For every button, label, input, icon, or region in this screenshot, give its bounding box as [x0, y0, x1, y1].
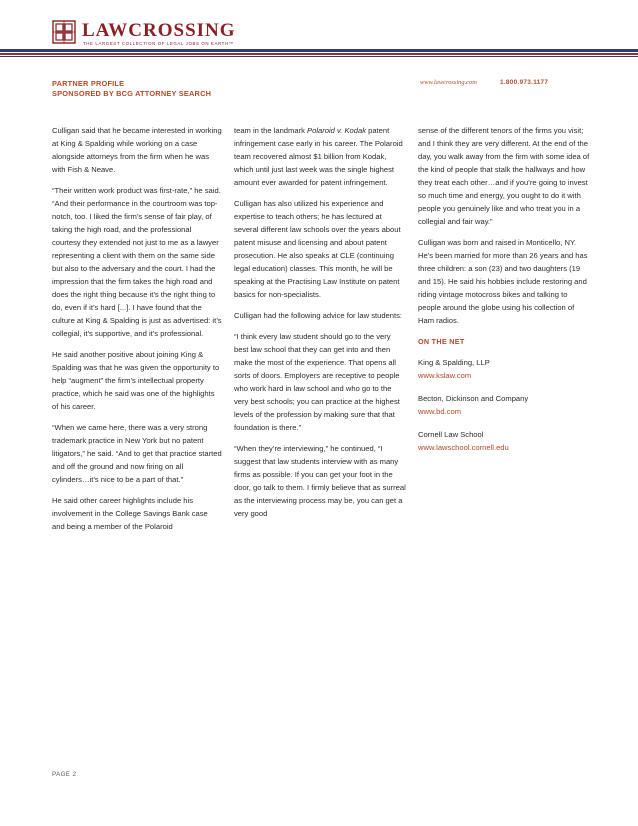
paragraph: “When they’re interviewing,” he continued, “I suggest that law students interview with as many firms as possible. If you can get your foot in the door, go talk to them. I firmly believe that as surreal as the interviewing process may be, you can get a very good — [234, 444, 406, 518]
header-band-red — [0, 53, 638, 55]
paragraph: “Their written work product was first-rate,” he said. “And their performance in the courtroom was top-notch, too. I liked the firm’s sense of fair play, of taking the high road, and the professional courtesy they extended not just to me as a lawyer representing a client with them on the same side but also to the adversary and the court. I had the impression that the firm takes the high road and does the right thing because it’s the right thing to do, even if it’s hard [...]. I have found that the culture at King & Spalding is just as advertised: it’s collegial, it’s supportive, and it’s professional. — [52, 186, 222, 338]
article-column-3 — [418, 124, 590, 464]
case-name: Polaroid v. Kodak — [307, 126, 366, 135]
article-column-2 — [234, 124, 406, 528]
header-band-navy — [0, 49, 638, 52]
profile-title: PARTNER PROFILE — [52, 79, 125, 88]
link-url-kslaw[interactable]: www.kslaw.com — [418, 371, 472, 380]
link-name: Cornell Law School — [418, 430, 484, 439]
link-url-bd[interactable]: www.bd.com — [418, 407, 462, 416]
link-name: King & Spalding, LLP — [418, 358, 490, 367]
lawcrossing-grid-logo-icon — [52, 20, 76, 44]
on-the-net-heading: ON THE NET — [418, 337, 465, 346]
brand-tagline: THE LARGEST COLLECTION OF LEGAL JOBS ON EARTH™ — [83, 41, 234, 46]
paragraph: Culligan was born and raised in Monticello, NY. He’s been married for more than 26 years and has three children: a son (23) and two daughters (19 and 15). He said his hobbies include restoring and riding vintage motocross bikes and talking to people around the globe using his collection of Ham radios. — [418, 238, 588, 325]
link-group — [418, 428, 590, 454]
paragraph: He said another positive about joining King & Spalding was that he was given the opportunity to help “augment” the firm’s intellectual property practice, which he said was one of the highlights of his career. — [52, 350, 220, 411]
profile-sponsor: SPONSORED BY BCG ATTORNEY SEARCH — [52, 89, 212, 98]
paragraph: Culligan has also utilized his experience and expertise to teach others; he has lectured at several different law schools over the years about patent misuse and licensing and about patent prosecution. He also speaks at CLE (continuing legal education) classes. This month, he will be speaking at the Practising Law Institute on patent basics for non-specialists. — [234, 199, 401, 299]
link-group — [418, 356, 590, 382]
paragraph: “I think every law student should go to the very best law school that they can get into and then make the most of the experience. That opens all sorts of doors. Employers are receptive to people who work hard in law school and who go to the very best schools; you can practice at the highest levels of the profession by making sure that that foundation is there.” — [234, 332, 400, 432]
header-phone: 1.800.973.1177 — [500, 79, 549, 86]
paragraph: sense of the different tenors of the firms you visit; and I think they are very different. At the end of the day, you walk away from the firm with some idea of the kind of people that stalk the hallways and how they treat each other…and if you’re going to invest so much time and energy, you ought to do it with people you genuinely like and who treat you in a collegial and fair way.” — [418, 126, 590, 226]
paragraph: Culligan had the following advice for law students: — [234, 311, 403, 320]
paragraph: Culligan said that he became interested in working at King & Spalding while working on a case alongside attorneys from the firm when he was with Fish & Neave. — [52, 126, 222, 174]
brand-name: LAWCROSSING — [82, 20, 236, 41]
header-band-navy-thin — [0, 56, 638, 57]
paragraph — [234, 124, 406, 189]
paragraph: “When we came here, there was a very strong trademark practice in New York but no patent litigators,” he said. “And to get that practice started and off the ground and now firing on all cylinders…it’s nice to be a part of that.” — [52, 423, 222, 484]
paragraph-tail: patent infringement case early in his career. The Polaroid team recovered almost $1 billion from Kodak, which until just last week was the single highest amount ever awarded for patent infringement. — [234, 126, 403, 187]
link-group — [418, 392, 590, 418]
article-column-1 — [52, 124, 222, 541]
link-url-cornell[interactable]: www.lawschool.cornell.edu — [418, 443, 509, 452]
paragraph-lead: team in the landmark — [234, 126, 308, 135]
link-name: Becton, Dickinson and Company — [418, 394, 529, 403]
paragraph: He said other career highlights include his involvement in the College Savings Bank case and being a member of the Polaroid — [52, 496, 208, 531]
header-website-link[interactable]: www.lawcrossing.com — [420, 79, 477, 86]
page-number: PAGE 2 — [52, 771, 77, 778]
